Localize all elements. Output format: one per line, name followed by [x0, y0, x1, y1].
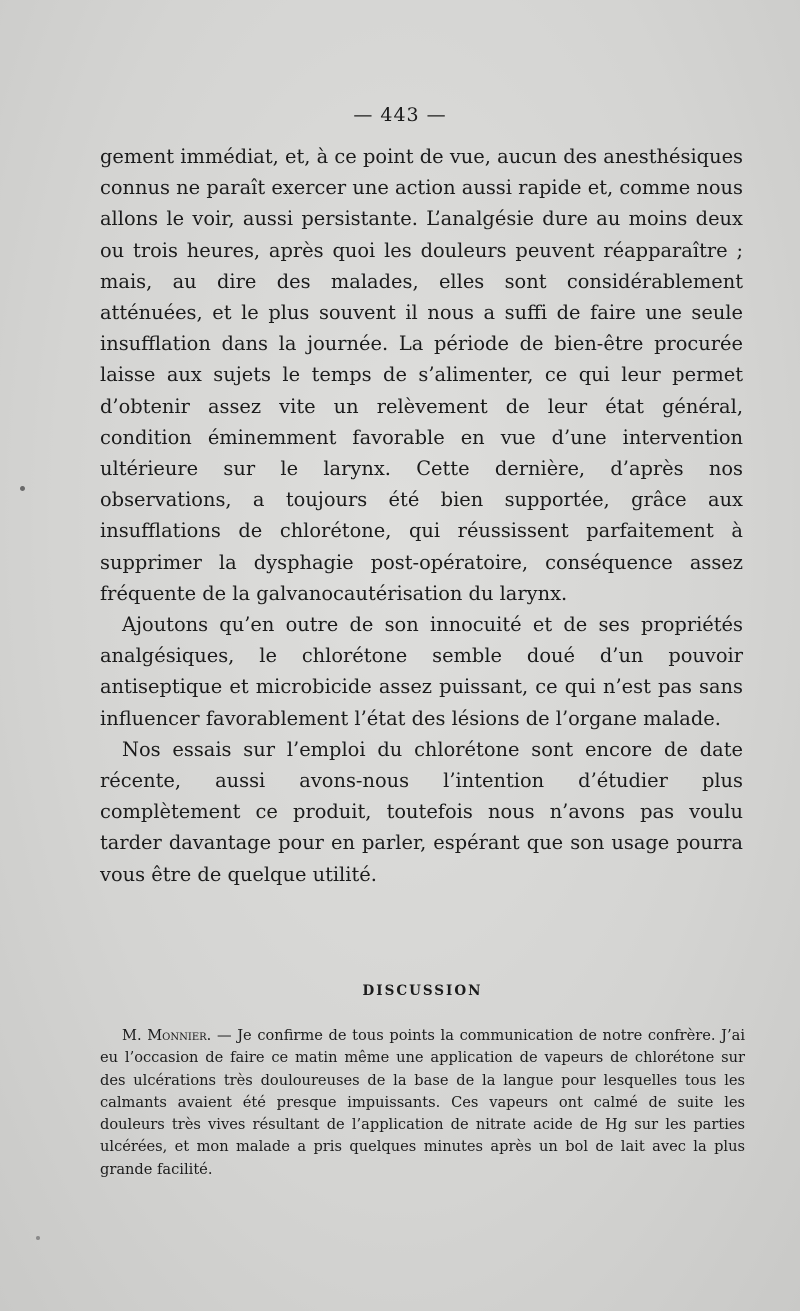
paper-speck — [36, 1236, 40, 1240]
discussion-text: — Je confirme de tous points la communication de notre confrère. J’ai eu l’occasion de faire ce matin même une application de vapeurs de chlorétone sur des ulcérations très douloureuses de la base de la langue pour lesquelles tous les calmants avaient été presque impuissants. Ces vapeurs ont calmé de suite les douleurs très vives résultant de l’application de nitrate acide de Hg sur les parties ulcérées, et mon malade a pris quelques minutes après un bol de lait avec la plus grande facilité. — [100, 1027, 745, 1178]
main-text — [100, 141, 743, 890]
paragraph: Ajoutons qu’en outre de son innocuité et de ses propriétés analgésiques, le chlorétone semble doué d’un pouvoir antiseptique et microbicide assez puissant, ce qui n’est pas sans influencer favorablement l’état des lésions de l’organe malade. — [100, 613, 743, 730]
paper-speck — [20, 486, 25, 491]
section-heading: DISCUSSION — [362, 983, 483, 999]
speaker-name: M. Monnier. — [122, 1027, 212, 1044]
page-number: — 443 — — [353, 104, 447, 126]
paragraph: gement immédiat, et, à ce point de vue, aucun des anesthésiques connus ne paraît exercer une action aussi rapide et, comme nous allons le voir, aussi persistante. L’analgésie dure au moins deux ou trois heures, après quoi les douleurs peuvent réapparaître ; mais, au dire des malades, elles sont considérablement atténuées, et le plus souvent il nous a suffi de faire une seule insufflation dans la journée. La période de bien-être procurée laisse aux sujets le temps de s’alimenter, ce qui leur permet d’obtenir assez vite un relèvement de leur état général, condition éminemment favorable en vue d’une intervention ultérieure sur le larynx. Cette dernière, d’après nos observations, a toujours été bien supportée, grâce aux insufflations de chlorétone, qui réussissent parfaitement à supprimer la dysphagie post-opératoire, conséquence assez fréquente de la galvanocautérisation du larynx. — [100, 145, 743, 605]
paragraph: Nos essais sur l’emploi du chlorétone sont encore de date récente, aussi avons-nous l’intention d’étudier plus complètement ce produit, toutefois nous n’avons pas voulu tarder davantage pour en parler, espérant que son usage pourra vous être de quelque utilité. — [100, 737, 743, 886]
discussion-paragraph — [100, 1025, 745, 1181]
